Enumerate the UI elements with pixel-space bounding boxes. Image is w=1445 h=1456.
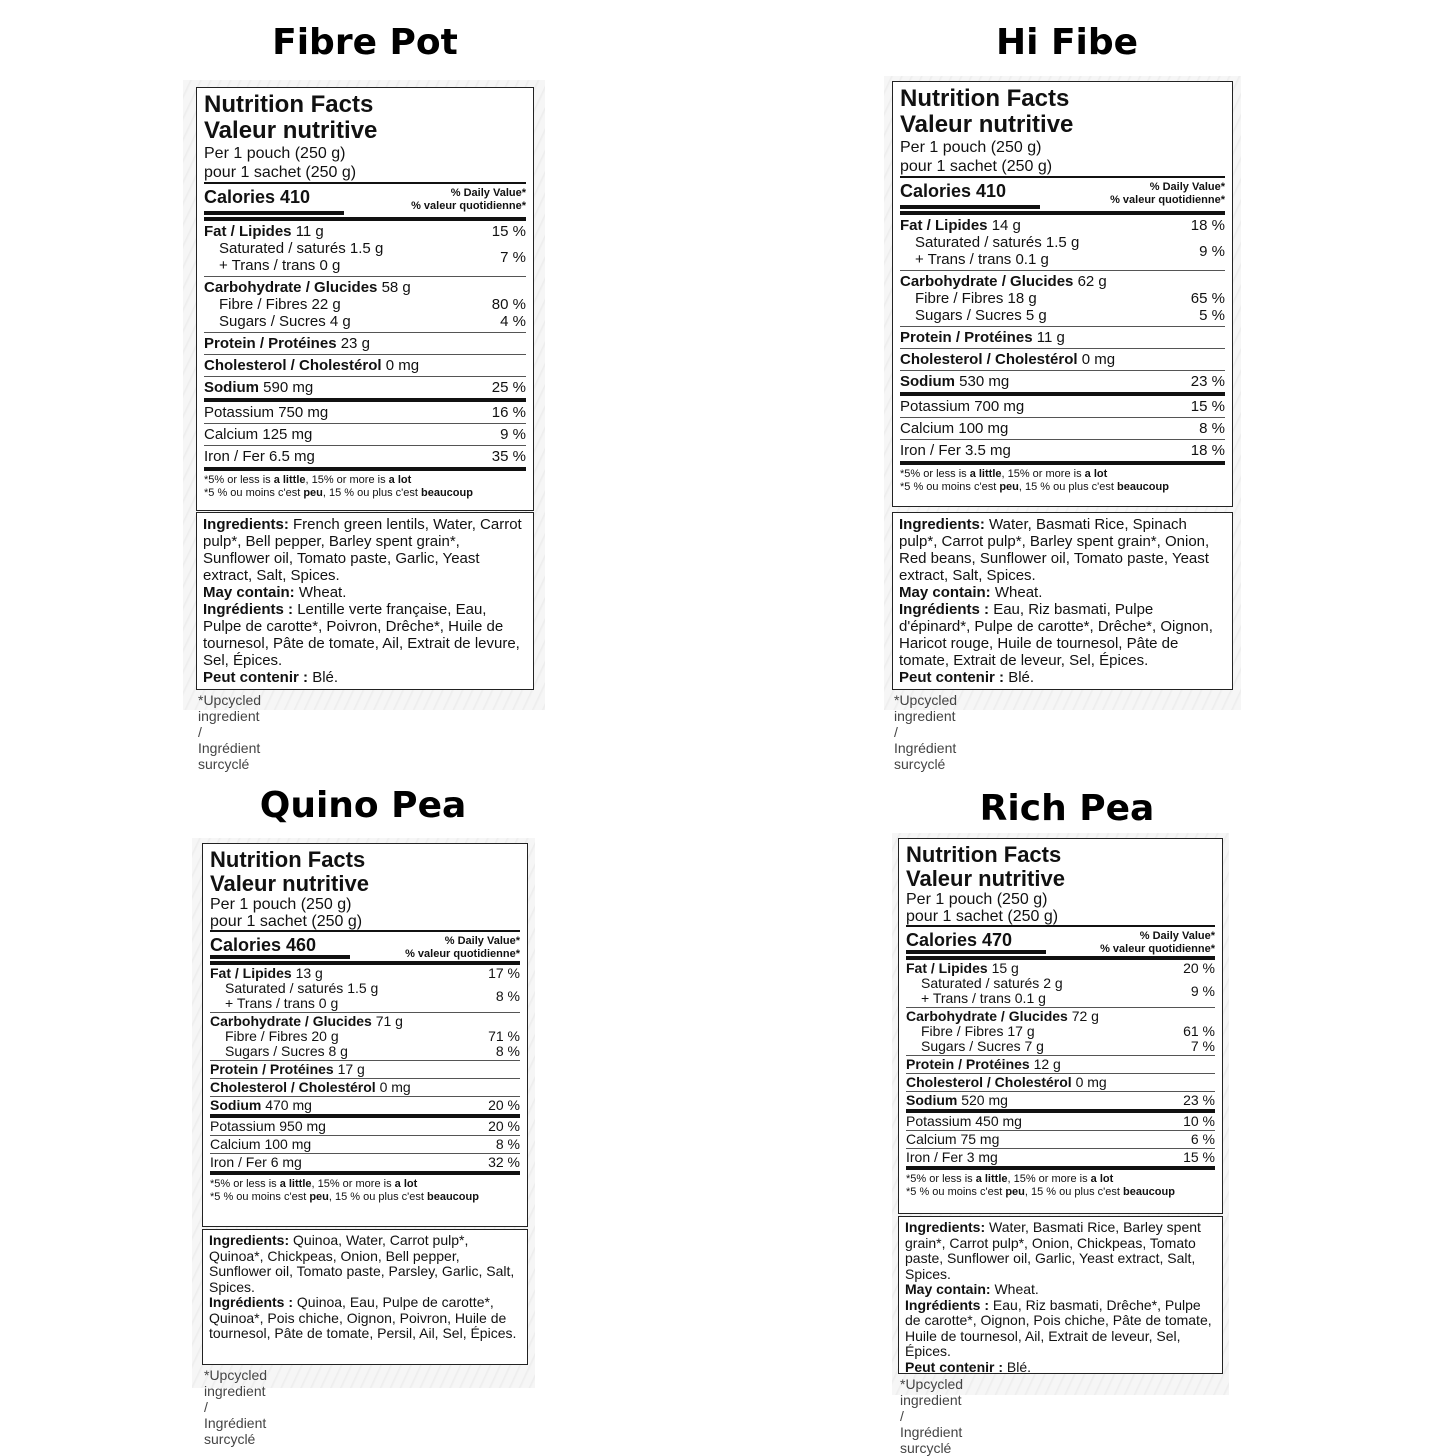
serving-fr: pour 1 sachet (250 g) (210, 913, 363, 930)
carbohydrate-row: Carbohydrate / Glucides 62 g (900, 273, 1107, 290)
nutrition-facts-table (892, 81, 1233, 507)
may-contain-en: May contain: Wheat. (905, 1281, 1039, 1297)
footnote: *5% or less is a little, 15% or more is a lot *5 % ou moins c'est peu, 15 % ou plus c'est beaucoup (210, 1178, 479, 1203)
ingredients-box (898, 1216, 1223, 1374)
fibre-row: Fibre / Fibres 20 g 71 % (225, 1028, 520, 1044)
calcium-row: Calcium 100 mg 8 % (900, 420, 1225, 437)
saturated-trans-row: Saturated / saturés 2 g + Trans / trans 0.1 g 9 % (921, 975, 1215, 1006)
footnote: *5% or less is a little, 15% or more is a lot *5 % ou moins c'est peu, 15 % ou plus c'est beaucoup (906, 1173, 1175, 1198)
title-en: Nutrition Facts (906, 842, 1062, 867)
sodium-row: Sodium 530 mg 23 % (900, 373, 1225, 390)
saturated-trans-row: Saturated / saturés 1.5 g + Trans / trans 0 g 8 % (225, 980, 520, 1011)
iron-row: Iron / Fer 6.5 mg 35 % (204, 448, 526, 465)
carbohydrate-row: Carbohydrate / Glucides 58 g (204, 279, 411, 296)
product-title: Fibre Pot (272, 22, 458, 63)
upcycled-note: *Upcycled ingredient / Ingrédient surcyclé (900, 1376, 964, 1456)
carbohydrate-row: Carbohydrate / Glucides 71 g (210, 1013, 403, 1029)
potassium-row: Potassium 700 mg 15 % (900, 398, 1225, 415)
ingredients-fr: Ingrédients : Eau, Riz basmati, Drêche*, Pulpe de carotte*, Oignon, Pois chiche, Pâte de tomate, Huile de tournesol, Ail, Extrait de leveur, Sel, Épices. (905, 1296, 1212, 1359)
upcycled-note: *Upcycled ingredient / Ingrédient surcyclé (204, 1367, 268, 1447)
ingredients-en: Ingredients: French green lentils, Water, Carrot pulp*, Bell pepper, Barley spent grain*, Sunflower oil, Tomato paste, Garlic, Yeast extract, Salt, Spices. (203, 516, 522, 584)
saturated-trans-row: Saturated / saturés 1.5 g + Trans / trans 0 g 7 % (219, 240, 526, 274)
nutrition-facts-table (202, 843, 528, 1227)
serving-fr: pour 1 sachet (250 g) (900, 158, 1053, 175)
ingredients-en: Ingredients: Water, Basmati Rice, Spinach pulp*, Carrot pulp*, Barley spent grain*, Onion, Red beans, Sunflower oil, Tomato paste, Yeast extract, Salt, Spices. (899, 516, 1210, 584)
daily-value-header: % Daily Value* % valeur quotidienne* (1110, 181, 1225, 206)
daily-value-header: % Daily Value* % valeur quotidienne* (411, 187, 526, 212)
serving-fr: pour 1 sachet (250 g) (204, 164, 357, 181)
upcycled-note: *Upcycled ingredient / Ingrédient surcyclé (198, 692, 262, 772)
fat-row: Fat / Lipides 14 g 18 % (900, 217, 1225, 234)
title-en: Nutrition Facts (204, 91, 374, 118)
fibre-row: Fibre / Fibres 17 g 61 % (921, 1023, 1215, 1039)
fat-row: Fat / Lipides 15 g 20 % (906, 960, 1215, 976)
nutrition-facts-table (196, 87, 534, 511)
ingredients-fr: Ingrédients : Lentille verte française, Eau, Pulpe de carotte*, Poivron, Drêche*, Huile de tournesol, Pâte de tomate, Ail, Extrait de levure, Sel, Épices. (203, 601, 520, 669)
daily-value-header: % Daily Value* % valeur quotidienne* (405, 935, 520, 960)
cholesterol-row: Cholesterol / Cholestérol 0 mg (906, 1074, 1107, 1090)
saturated-trans-row: Saturated / saturés 1.5 g + Trans / trans 0.1 g 9 % (915, 234, 1225, 268)
cholesterol-row: Cholesterol / Cholestérol 0 mg (210, 1079, 411, 1095)
fat-row: Fat / Lipides 13 g 17 % (210, 965, 520, 981)
calories-row (204, 184, 526, 214)
daily-value-header: % Daily Value* % valeur quotidienne* (1100, 930, 1215, 955)
title-en: Nutrition Facts (210, 847, 366, 872)
title-fr: Valeur nutritive (204, 117, 378, 144)
product-title: Hi Fibe (995, 22, 1139, 63)
potassium-row: Potassium 750 mg 16 % (204, 404, 526, 421)
serving-en: Per 1 pouch (250 g) (204, 145, 346, 162)
serving-en: Per 1 pouch (250 g) (906, 891, 1048, 908)
calories-row (900, 178, 1225, 208)
cholesterol-row: Cholesterol / Cholestérol 0 mg (204, 357, 420, 374)
potassium-row: Potassium 450 mg 10 % (906, 1113, 1215, 1129)
serving-en: Per 1 pouch (250 g) (210, 896, 352, 913)
footnote: *5% or less is a little, 15% or more is a lot *5 % ou moins c'est peu, 15 % ou plus c'est beaucoup (900, 468, 1169, 493)
ingredients-fr: Ingrédients : Quinoa, Eau, Pulpe de carotte*, Quinoa*, Pois chiche, Oignon, Poivron, Huile de tournesol, Pâte de tomate, Persil, Ail, Sel, Épices. (209, 1294, 517, 1341)
calcium-row: Calcium 75 mg 6 % (906, 1131, 1215, 1147)
calories-row (906, 927, 1215, 953)
ingredients-box (202, 1229, 528, 1365)
sodium-row: Sodium 470 mg 20 % (210, 1097, 520, 1113)
sodium-row: Sodium 520 mg 23 % (906, 1092, 1215, 1108)
sodium-row: Sodium 590 mg 25 % (204, 379, 526, 396)
ingredients-box (892, 512, 1233, 690)
calcium-row: Calcium 100 mg 8 % (210, 1136, 520, 1152)
title-en: Nutrition Facts (900, 85, 1070, 112)
protein-row: Protein / Protéines 12 g (906, 1056, 1061, 1072)
protein-row: Protein / Protéines 17 g (210, 1061, 365, 1077)
serving-fr: pour 1 sachet (250 g) (906, 908, 1059, 925)
upcycled-note: *Upcycled ingredient / Ingrédient surcyclé (894, 692, 958, 772)
fibre-row: Fibre / Fibres 18 g 65 % (915, 290, 1225, 307)
iron-row: Iron / Fer 3.5 mg 18 % (900, 442, 1225, 459)
ingredients-en: Ingredients: Quinoa, Water, Carrot pulp*, Quinoa*, Chickpeas, Onion, Bell pepper, Sunflower oil, Tomato paste, Parsley, Garlic, Salt, Spices. (209, 1232, 515, 1295)
may-contain-en: May contain: Wheat. (899, 584, 1043, 601)
product-title: Quino Pea (259, 785, 467, 826)
calories: Calories 460 (210, 935, 317, 955)
may-contain-fr: Peut contenir : Blé. (899, 669, 1035, 686)
protein-row: Protein / Protéines 11 g (900, 329, 1065, 346)
sugars-row: Sugars / Sucres 8 g 8 % (225, 1043, 520, 1059)
sugars-row: Sugars / Sucres 5 g 5 % (915, 307, 1225, 324)
ingredients-fr: Ingrédients : Eau, Riz basmati, Pulpe d'épinard*, Pulpe de carotte*, Drêche*, Oignon, Haricot rouge, Huile de tournesol, Pâte de tomate, Extrait de leveur, Sel, Épices. (899, 601, 1213, 669)
calories: Calories 410 (900, 181, 1007, 201)
ingredients-en: Ingredients: Water, Basmati Rice, Barley spent grain*, Carrot pulp*, Onion, Chickpeas, Tomato paste, Sunflower oil, Garlic, Yeast extract, Salt, Spices. (905, 1219, 1201, 1282)
carbohydrate-row: Carbohydrate / Glucides 72 g (906, 1008, 1099, 1024)
calcium-row: Calcium 125 mg 9 % (204, 426, 526, 443)
fat-row: Fat / Lipides 11 g 15 % (204, 223, 526, 240)
sugars-row: Sugars / Sucres 4 g 4 % (219, 313, 526, 330)
serving-en: Per 1 pouch (250 g) (900, 139, 1042, 156)
cholesterol-row: Cholesterol / Cholestérol 0 mg (900, 351, 1116, 368)
fibre-row: Fibre / Fibres 22 g 80 % (219, 296, 526, 313)
footnote: *5% or less is a little, 15% or more is a lot *5 % ou moins c'est peu, 15 % ou plus c'est beaucoup (204, 474, 473, 499)
protein-row: Protein / Protéines 23 g (204, 335, 370, 352)
potassium-row: Potassium 950 mg 20 % (210, 1118, 520, 1134)
nutrition-facts-table (898, 838, 1223, 1214)
calories: Calories 470 (906, 930, 1013, 950)
title-fr: Valeur nutritive (210, 871, 369, 896)
title-fr: Valeur nutritive (900, 111, 1074, 138)
may-contain-fr: Peut contenir : Blé. (203, 669, 339, 686)
calories: Calories 410 (204, 187, 311, 207)
title-fr: Valeur nutritive (906, 866, 1065, 891)
ingredients-box (196, 512, 534, 690)
calories-row (210, 932, 520, 958)
iron-row: Iron / Fer 6 mg 32 % (210, 1154, 520, 1170)
product-title: Rich Pea (979, 788, 1155, 829)
sugars-row: Sugars / Sucres 7 g 7 % (921, 1038, 1215, 1054)
iron-row: Iron / Fer 3 mg 15 % (906, 1149, 1215, 1165)
may-contain-en: May contain: Wheat. (203, 584, 347, 601)
may-contain-fr: Peut contenir : Blé. (905, 1358, 1032, 1375)
